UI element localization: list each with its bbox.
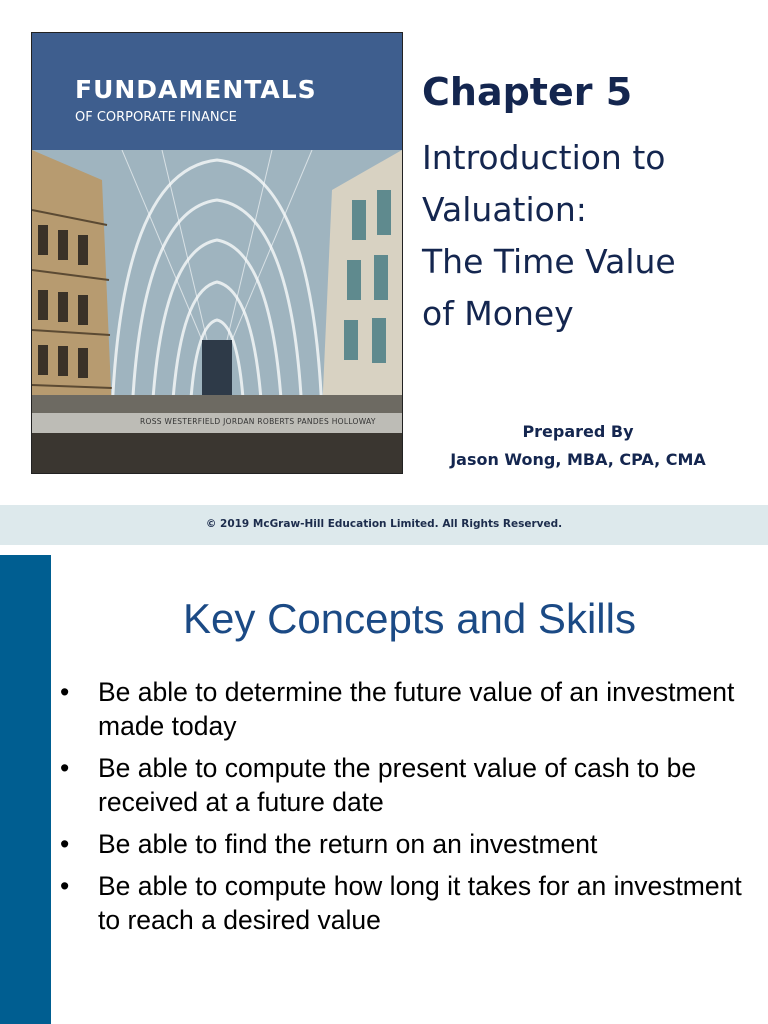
- chapter-number: Chapter 5: [422, 70, 633, 114]
- author-name: Jason Wong, MBA, CPA, CMA: [450, 450, 706, 469]
- bullet-dot: •: [60, 871, 70, 901]
- book-cover-authors: ROSS WESTERFIELD JORDAN ROBERTS PANDES HOLLOWAY: [140, 417, 376, 426]
- book-cover-subtitle: OF CORPORATE FINANCE: [75, 110, 237, 125]
- bullet-item: [60, 869, 760, 937]
- slide-side-bar: [0, 555, 51, 1024]
- copyright-notice: © 2019 McGraw-Hill Education Limited. All Rights Reserved.: [205, 518, 563, 530]
- book-cover-title: FUNDAMENTALS: [75, 75, 317, 104]
- bullet-dot: •: [60, 829, 70, 859]
- slide-footer: [0, 505, 768, 545]
- chapter-title-line: The Time Value: [422, 242, 676, 281]
- prepared-by-label: Prepared By: [522, 422, 634, 441]
- book-cover-bottom: [32, 433, 402, 473]
- chapter-title-line: Valuation:: [422, 190, 587, 229]
- book-cover-architecture-photo: [32, 150, 402, 413]
- bullet-text: Be able to compute the present value of cash to be received at a future date: [98, 753, 697, 817]
- bullet-item: [60, 675, 760, 743]
- key-concepts-slide: [0, 555, 768, 1024]
- book-cover-image: [31, 32, 403, 474]
- bullet-item: [60, 751, 760, 819]
- chapter-title-line: Introduction to: [422, 138, 666, 177]
- chapter-title-line: of Money: [422, 294, 574, 333]
- bullet-dot: •: [60, 677, 70, 707]
- bullet-item: [60, 827, 760, 861]
- bullet-text: Be able to determine the future value of an investment made today: [98, 677, 735, 741]
- prepared-by-block: [422, 418, 734, 474]
- bullet-text: Be able to find the return on an investment: [98, 829, 598, 859]
- bullet-list: [60, 675, 760, 945]
- chapter-title: [422, 132, 762, 340]
- book-cover-authors-bar: [32, 413, 402, 433]
- title-slide: [0, 0, 768, 505]
- bullet-text: Be able to compute how long it takes for an investment to reach a desired value: [98, 871, 742, 935]
- slide-title: Key Concepts and Skills: [183, 595, 636, 642]
- bullet-dot: •: [60, 753, 70, 783]
